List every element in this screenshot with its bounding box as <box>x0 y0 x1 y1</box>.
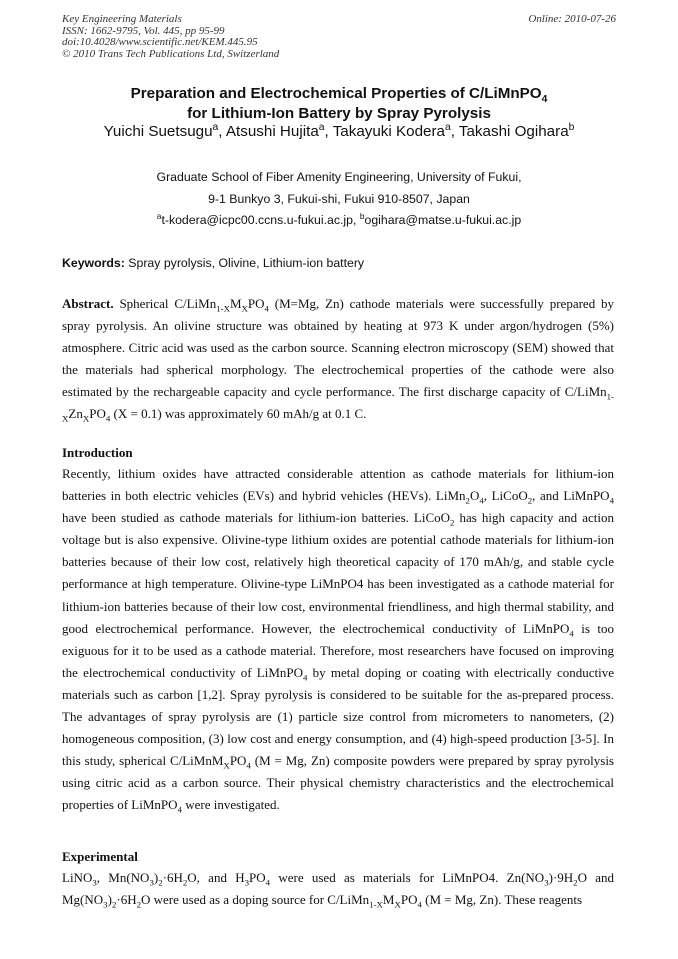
paper-title <box>30 84 648 124</box>
introduction-paragraph: Recently, lithium oxides have attracted considerable attention as cathode materials for lithium-ion batteries in both electric vehicles (EVs) and hybrid vehicles (HEVs). $LiMn_2O_4$, LiCoO$_2$, and LiMnPO$_4$ have been studied as cathode materials for lithium-ion batteries. LiCoO$_2$ has high capacity and action voltage but is also expensive. Olivine-type lithium oxides are potential cathode materials for lithium-ion batteries because of their low cost, relatively high theoretical capacity of 170 mAh/g, and stable cycle performance at high temperature. Olivine-type LiMnPO4 has been investigated as a cathode material for lithium-ion batteries because of their low cost, environmental friendliness, and high thermal stability, and good electrochemical performance. However, the electrochemical conductivity of LiMnPO$_4$ is too exiguous for it to be used as a cathode material. Therefore, most researchers have focused on improving the electrochemical conductivity of LiMnPO$_4$ by metal doping or coating with electrically conductive materials such as carbon [1,2]. Spray pyrolysis is considered to be suitable for the as-prepared process. The advantages of spray pyrolysis are (1) particle size control from micrometers to nanometers, (2) homogeneous composition, (3) low cost and energy consumption, and (4) high-speed production [3-5]. In this study, spherical $C/LiMnM_XPO_4$ (M = Mg, Zn) composite powders were prepared by spray pyrolysis using citric acid as a carbon source. Their physical chemistry characteristics and the electrochemical properties of LiMnPO$_4$ were investigated. <box>62 466 614 815</box>
email-b: ogihara@matse.u-fukui.ac.jp <box>364 213 522 227</box>
journal-header <box>62 14 616 60</box>
keywords <box>62 255 616 271</box>
doi-line: doi:10.4028/www.scientific.net/KEM.445.95 <box>62 36 258 49</box>
title-subscript: 4 <box>541 94 548 106</box>
author-name: Atsushi Hujita <box>225 123 319 140</box>
author-name: Yuichi Suetsugu <box>103 123 213 140</box>
author-affiliation-mark: a <box>444 121 451 133</box>
email-a: t-kodera@icpc00.ccns.u-fukui.ac.jp, <box>161 213 360 227</box>
author-affiliation-mark: b <box>568 121 575 133</box>
email-mark-b: b <box>359 210 365 221</box>
keywords-text: Spray pyrolysis, Olivine, Lithium-ion battery <box>124 256 365 270</box>
title-line-2: for Lithium-Ion Battery by Spray Pyrolysis <box>187 105 491 122</box>
issn-line: ISSN: 1662-9795, Vol. 445, pp 95-99 <box>62 24 225 37</box>
experimental-heading: Experimental <box>62 849 138 864</box>
affiliation-block <box>40 167 638 232</box>
online-date: Online: 2010-07-26 <box>528 13 616 25</box>
keywords-label: Keywords: <box>62 256 125 270</box>
author-affiliation-mark: a <box>212 121 219 133</box>
affiliation-line-1: Graduate School of Fiber Amenity Engineering, University of Fukui, <box>156 170 522 184</box>
copyright-line: © 2010 Trans Tech Publications Ltd, Switzerland <box>62 47 280 60</box>
affiliation-line-2: 9-1 Bunkyo 3, Fukui-shi, Fukui 910-8507, Japan <box>208 191 470 206</box>
email-line <box>40 210 638 232</box>
experimental-paragraph: LiNO$_3$, $Mn(NO_3)_2\cdot 6H_2O$, and $H_3PO_4$ were used as materials for LiMnPO4. $Zn(NO_3)\cdot 9H_2O$ and $Mg(NO_3)_2\cdot 6H_2O$ were used as a doping source for $C/LiMn_{1-X}M_XPO_4$ (M = Mg, Zn). These reagents <box>62 870 615 910</box>
author-list: Yuichi Suetsugu$^a$, Atsushi Hujita$^a$, Takayuki Kodera$^a$, Takashi Ogihara$^b$ <box>103 121 575 140</box>
author-name: Takayuki Kodera <box>332 123 445 140</box>
journal-name: Key Engineering Materials <box>62 13 182 25</box>
title-line-1: Preparation and Electrochemical Properties of C/LiMnPO <box>130 85 542 102</box>
author-name: Takashi Ogihara <box>458 123 569 140</box>
abstract-paragraph: Abstract. Spherical $C/LiMn_{1-X}M_XPO_4$ (M=Mg, Zn) cathode materials were successfully prepared by spray pyrolysis. An olivine structure was obtained by heating at 973 K under argon/hydrogen (5%) atmosphere. Citric acid was used as the carbon source. Scanning electron microscopy (SEM) showed that the materials had spherical morphology. The electrochemical properties of the cathode were also estimated by the rechargeable capacity and cycle performance. The first discharge capacity of $C/LiMn_{1-X}Zn_XPO_4$ (X = 0.1) was approximately 60 mAh/g at 0.1 C. <box>62 296 614 425</box>
email-mark-a: a <box>156 210 162 221</box>
abstract-label: Abstract. <box>62 296 114 311</box>
author-affiliation-mark: a <box>318 121 325 133</box>
introduction-heading: Introduction <box>62 445 133 460</box>
